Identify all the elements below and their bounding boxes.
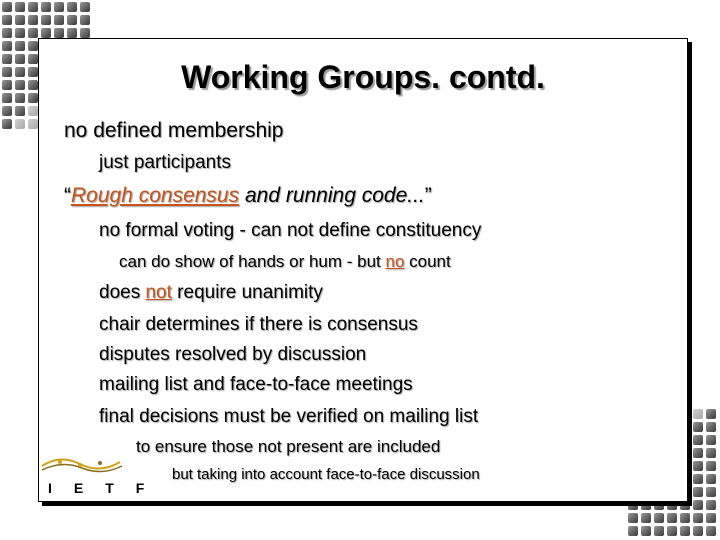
open-quote: “ (64, 184, 71, 207)
grid-square (15, 80, 25, 90)
grid-square (15, 67, 25, 77)
grid-square (41, 2, 51, 12)
no-highlight: no (385, 252, 405, 271)
grid-square (2, 28, 12, 38)
grid-square (2, 41, 12, 51)
grid-square (67, 15, 77, 25)
grid-square (628, 513, 638, 523)
grid-square (80, 15, 90, 25)
grid-square (28, 93, 38, 103)
grid-square (2, 2, 12, 12)
grid-square (28, 28, 38, 38)
grid-square (28, 106, 38, 116)
grid-square (706, 526, 716, 536)
show-of-hands-text: can do show of hands or hum - but (119, 252, 386, 271)
grid-square (693, 448, 703, 458)
grid-square (15, 15, 25, 25)
rough-consensus-highlight: Rough consensus (71, 184, 240, 207)
grid-square (15, 28, 25, 38)
grid-square (706, 409, 716, 419)
grid-square (706, 500, 716, 510)
grid-square (693, 526, 703, 536)
slide-content-panel (38, 38, 688, 502)
grid-square (2, 15, 12, 25)
grid-square (15, 119, 25, 129)
grid-square (41, 15, 51, 25)
grid-square (628, 526, 638, 536)
grid-square (54, 28, 64, 38)
ietf-logo-wave-icon (40, 452, 135, 478)
grid-square (28, 41, 38, 51)
grid-square (54, 2, 64, 12)
grid-square (15, 2, 25, 12)
grid-square (2, 119, 12, 129)
not-highlight: not (145, 282, 172, 303)
does-text: does (99, 282, 146, 303)
grid-square (80, 2, 90, 12)
grid-square (15, 54, 25, 64)
grid-square (28, 54, 38, 64)
grid-square (28, 119, 38, 129)
grid-square (654, 526, 664, 536)
grid-square (693, 422, 703, 432)
grid-square (667, 513, 677, 523)
grid-square (2, 80, 12, 90)
ietf-logo-text: IETF (48, 480, 167, 496)
grid-square (54, 15, 64, 25)
slide-title: Working Groups. contd. (181, 59, 545, 95)
grid-square (667, 526, 677, 536)
grid-square (80, 28, 90, 38)
ietf-logo (40, 452, 167, 502)
bullet-mailing-list-meetings: mailing list and face-to-face meetings (99, 374, 413, 395)
grid-square (693, 409, 703, 419)
bullet-rough-consensus (64, 184, 432, 208)
running-code-text: and running code... (239, 184, 425, 207)
grid-square (28, 15, 38, 25)
require-unanimity-text: require unanimity (171, 282, 323, 303)
grid-square (654, 513, 664, 523)
bullet-face-to-face-discussion: but taking into account face-to-face discussion (172, 466, 480, 483)
grid-square (693, 435, 703, 445)
bullet-ensure-not-present: to ensure those not present are included (136, 437, 441, 456)
close-quote: ” (424, 184, 432, 207)
count-text: count (404, 252, 451, 271)
grid-square (15, 41, 25, 51)
grid-square (693, 500, 703, 510)
grid-square (28, 80, 38, 90)
grid-square (2, 106, 12, 116)
bullet-disputes-resolved: disputes resolved by discussion (99, 344, 367, 365)
grid-square (680, 526, 690, 536)
grid-square (706, 422, 716, 432)
grid-square (706, 461, 716, 471)
grid-square (67, 2, 77, 12)
bullet-chair-determines: chair determines if there is consensus (99, 314, 418, 335)
grid-square (2, 54, 12, 64)
grid-square (680, 513, 690, 523)
grid-square (706, 448, 716, 458)
grid-square (2, 93, 12, 103)
grid-square (693, 474, 703, 484)
bullet-no-formal-voting: no formal voting - can not define constituency (99, 220, 482, 241)
bullet-does-not-require-unanimity (99, 282, 323, 304)
bullet-final-decisions: final decisions must be verified on mailing list (99, 406, 479, 427)
grid-square (641, 526, 651, 536)
grid-square (2, 67, 12, 77)
grid-square (641, 513, 651, 523)
grid-square (15, 106, 25, 116)
grid-square (693, 513, 703, 523)
grid-square (28, 67, 38, 77)
bullet-no-defined-membership: no defined membership (64, 119, 284, 142)
grid-square (28, 2, 38, 12)
grid-square (706, 435, 716, 445)
grid-square (67, 28, 77, 38)
grid-square (15, 93, 25, 103)
grid-square (706, 513, 716, 523)
grid-square (693, 487, 703, 497)
grid-square (41, 28, 51, 38)
bullet-show-of-hands (119, 252, 451, 272)
grid-square (693, 461, 703, 471)
grid-square (706, 487, 716, 497)
bullet-just-participants: just participants (99, 152, 232, 173)
grid-square (706, 474, 716, 484)
